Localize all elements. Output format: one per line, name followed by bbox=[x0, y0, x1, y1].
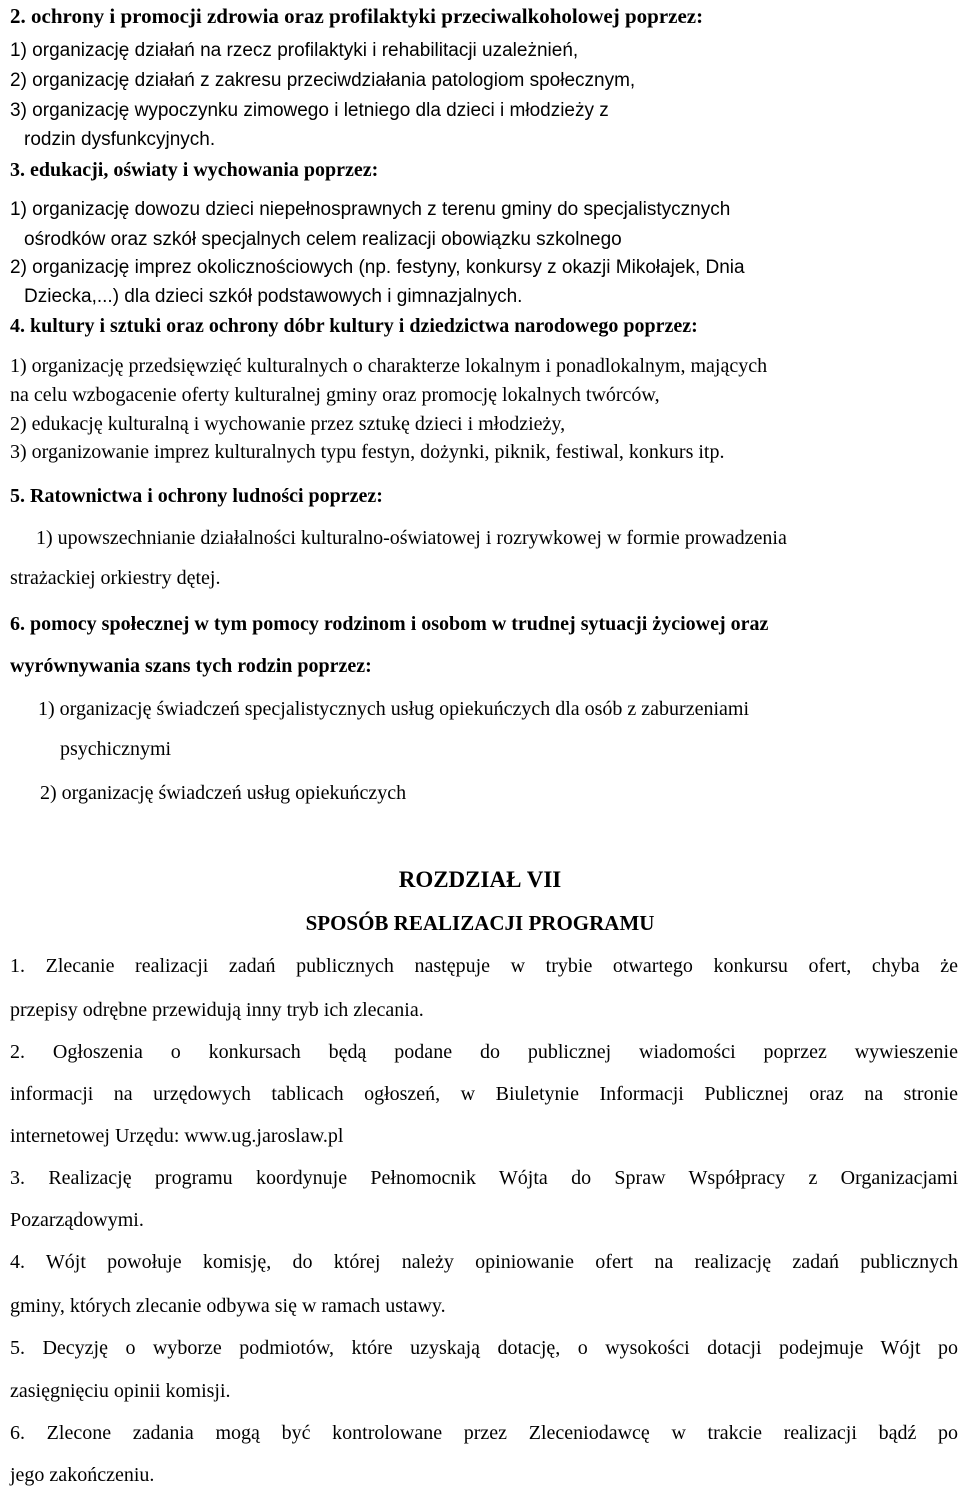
rule-5: 5. Decyzję o wyborze podmiotów, które uzyskają dotację, o wysokości dotacji podejmuje Wójt po bbox=[10, 1337, 958, 1359]
section-4-item-2: 2) edukację kulturalną i wychowanie przez sztukę dzieci i młodzieży, bbox=[10, 413, 566, 435]
section-6-item-1-cont: psychicznymi bbox=[60, 738, 172, 760]
rule-3-cont: Pozarządowymi. bbox=[10, 1209, 144, 1231]
section-4-item-3: 3) organizowanie imprez kulturalnych typu festyn, dożynki, piknik, festiwal, konkurs itp. bbox=[10, 441, 725, 463]
rule-2-cont-2: internetowej Urzędu: www.ug.jaroslaw.pl bbox=[10, 1125, 344, 1147]
rule-2-cont: informacji na urzędowych tablicach ogłoszeń, w Biuletynie Informacji Publicznej oraz na stronie bbox=[10, 1083, 958, 1105]
section-6-item-2: 2) organizację świadczeń usług opiekuńczych bbox=[40, 782, 407, 804]
rule-4: 4. Wójt powołuje komisję, do której należy opiniowanie ofert na realizację zadań publicznych bbox=[10, 1251, 958, 1273]
rule-5-cont: zasięgnięciu opinii komisji. bbox=[10, 1380, 231, 1402]
section-4-item-1: 1) organizację przedsięwzięć kulturalnych o charakterze lokalnym i ponadlokalnym, mających bbox=[10, 355, 768, 377]
section-6-heading: 6. pomocy społecznej w tym pomocy rodzinom i osobom w trudnej sytuacji życiowej oraz bbox=[10, 613, 769, 635]
section-5-heading: 5. Ratownictwa i ochrony ludności poprzez: bbox=[10, 485, 383, 507]
section-2-item-2: 2) organizację działań z zakresu przeciwdziałania patologiom społecznym, bbox=[10, 70, 636, 91]
chapter-title: ROZDZIAŁ VII bbox=[398, 867, 562, 892]
section-2-item-3-cont: rodzin dysfunkcyjnych. bbox=[24, 129, 216, 150]
section-3-item-1-cont: ośrodków oraz szkół specjalnych celem realizacji obowiązku szkolnego bbox=[24, 229, 622, 250]
rule-6: 6. Zlecone zadania mogą być kontrolowane przez Zleceniodawcę w trakcie realizacji bądź po bbox=[10, 1422, 958, 1444]
section-3-item-2-cont: Dziecka,...) dla dzieci szkół podstawowych i gimnazjalnych. bbox=[24, 286, 523, 307]
section-2-heading: 2. ochrony i promocji zdrowia oraz profilaktyki przeciwalkoholowej poprzez: bbox=[10, 4, 704, 28]
section-6-heading-cont: wyrównywania szans tych rodzin poprzez: bbox=[10, 655, 372, 677]
section-4-heading: 4. kultury i sztuki oraz ochrony dóbr kultury i dziedzictwa narodowego poprzez: bbox=[10, 315, 698, 337]
rule-6-cont: jego zakończeniu. bbox=[10, 1464, 155, 1486]
rule-2: 2. Ogłoszenia o konkursach będą podane do publicznej wiadomości poprzez wywieszenie bbox=[10, 1041, 958, 1063]
rule-4-cont: gminy, których zlecanie odbywa się w ramach ustawy. bbox=[10, 1295, 446, 1317]
section-5-item-1: 1) upowszechnianie działalności kulturalno-oświatowej i rozrywkowej w formie prowadzenia bbox=[36, 527, 787, 549]
section-2-item-1: 1) organizację działań na rzecz profilaktyki i rehabilitacji uzależnień, bbox=[10, 40, 579, 61]
section-2-item-3: 3) organizację wypoczynku zimowego i letniego dla dzieci i młodzieży z bbox=[10, 100, 609, 121]
chapter-subtitle: SPOSÓB REALIZACJI PROGRAMU bbox=[305, 911, 655, 935]
section-3-heading: 3. edukacji, oświaty i wychowania poprzez: bbox=[10, 159, 379, 181]
rule-1-cont: przepisy odrębne przewidują inny tryb ich zlecania. bbox=[10, 999, 424, 1021]
section-3-item-1: 1) organizację dowozu dzieci niepełnosprawnych z terenu gminy do specjalistycznych bbox=[10, 199, 731, 220]
rule-3: 3. Realizację programu koordynuje Pełnomocnik Wójta do Spraw Współpracy z Organizacjami bbox=[10, 1167, 958, 1189]
section-3-item-2: 2) organizację imprez okolicznościowych (np. festyny, konkursy z okazji Mikołajek, Dnia bbox=[10, 257, 745, 278]
rule-1: 1. Zlecanie realizacji zadań publicznych następuje w trybie otwartego konkursu ofert, chyba że bbox=[10, 955, 958, 977]
section-5-item-1-cont: strażackiej orkiestry dętej. bbox=[10, 567, 221, 589]
section-6-item-1: 1) organizację świadczeń specjalistycznych usług opiekuńczych dla osób z zaburzeniami bbox=[38, 698, 750, 720]
section-4-item-1-cont: na celu wzbogacenie oferty kulturalnej gminy oraz promocję lokalnych twórców, bbox=[10, 384, 660, 406]
